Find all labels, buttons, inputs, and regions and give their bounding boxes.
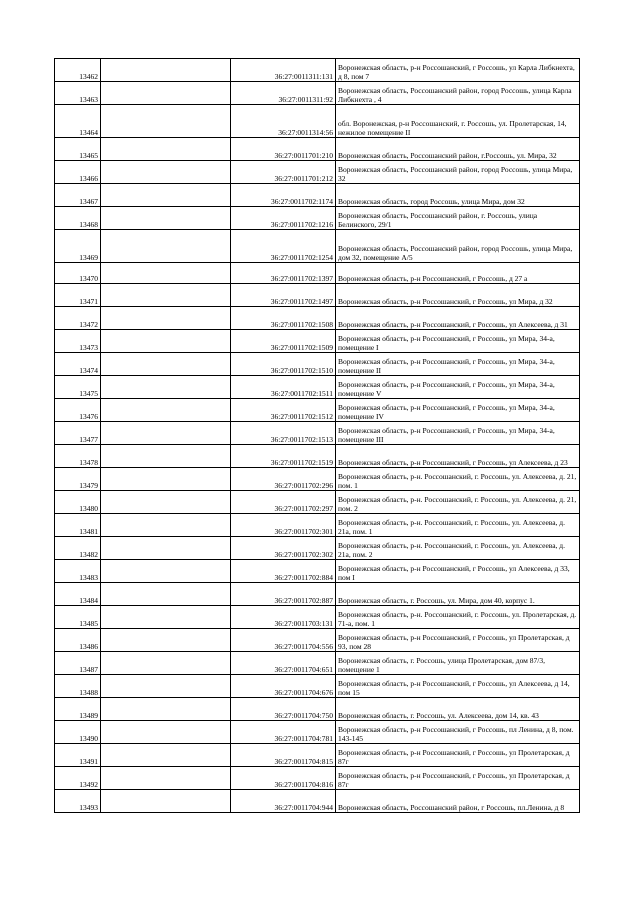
empty-cell: [101, 583, 231, 606]
cadastral-number: 36:27:0011702:301: [231, 514, 336, 537]
cadastral-number: 36:27:0011704:676: [231, 675, 336, 698]
cadastral-number: 36:27:0011702:1519: [231, 445, 336, 468]
row-number: 13480: [55, 491, 101, 514]
table-row: [55, 606, 580, 629]
property-address: Воронежская область, р-н. Россошанский, г. Россошь, ул. Пролетарская, д. 71-а, пом. 1: [336, 606, 580, 629]
empty-cell: [101, 207, 231, 230]
cadastral-number: 36:27:0011702:1512: [231, 399, 336, 422]
property-address: Воронежская область, г. Россошь, улица Пролетарская, дом 87/3, помещение 1: [336, 652, 580, 675]
table-row: [55, 330, 580, 353]
empty-cell: [101, 606, 231, 629]
row-number: 13465: [55, 138, 101, 161]
empty-cell: [101, 284, 231, 307]
table-row: [55, 675, 580, 698]
property-address: Воронежская область, р-н. Россошанский, г. Россошь, ул. Алексеева, д. 21, пом. 2: [336, 491, 580, 514]
row-number: 13484: [55, 583, 101, 606]
row-number: 13466: [55, 161, 101, 184]
cadastral-number: 36:27:0011702:1216: [231, 207, 336, 230]
property-address: Воронежская область, Россошанский район, г Россошь, пл.Ленина, д 8: [336, 790, 580, 813]
row-number: 13482: [55, 537, 101, 560]
table-row: [55, 652, 580, 675]
property-address: Воронежская область, р-н Россошанский, г Россошь, ул Алексеева, д 14, пом 15: [336, 675, 580, 698]
empty-cell: [101, 537, 231, 560]
empty-cell: [101, 263, 231, 284]
row-number: 13489: [55, 698, 101, 721]
property-address: Воронежская область, р-н Россошанский, г Россошь, ул Мира, д 32: [336, 284, 580, 307]
cadastral-number: 36:27:0011702:1510: [231, 353, 336, 376]
table-row: [55, 629, 580, 652]
row-number: 13492: [55, 767, 101, 790]
row-number: 13491: [55, 744, 101, 767]
property-address: Воронежская область, г. Россошь, ул. Алексеева, дом 14, кв. 43: [336, 698, 580, 721]
table-row: [55, 105, 580, 138]
table-row: [55, 307, 580, 330]
cadastral-number: 36:27:0011702:887: [231, 583, 336, 606]
row-number: 13488: [55, 675, 101, 698]
property-address: Воронежская область, р-н Россошанский, г Россошь, ул Алексеева, д 31: [336, 307, 580, 330]
property-address: обл. Воронежская, р-н Россошанский, г. Россошь, ул. Пролетарская, 14, нежилое помещение II: [336, 105, 580, 138]
empty-cell: [101, 399, 231, 422]
property-address: Воронежская область, р-н. Россошанский, г. Россошь, ул. Алексеева, д. 21, пом. 1: [336, 468, 580, 491]
row-number: 13471: [55, 284, 101, 307]
property-address: Воронежская область, Россошанский район, г. Россошь, улица Белинского, 29/1: [336, 207, 580, 230]
property-address: Воронежская область, р-н Россошанский, г Россошь, д 27 а: [336, 263, 580, 284]
table-body: [55, 59, 580, 813]
cadastral-number: 36:27:0011311:92: [231, 82, 336, 105]
table-row: [55, 161, 580, 184]
property-address: Воронежская область, р-н Россошанский, г Россошь, пл Ленина, д 8, пом. 143-145: [336, 721, 580, 744]
row-number: 13487: [55, 652, 101, 675]
empty-cell: [101, 330, 231, 353]
empty-cell: [101, 422, 231, 445]
empty-cell: [101, 161, 231, 184]
table-row: [55, 82, 580, 105]
table-row: [55, 445, 580, 468]
row-number: 13474: [55, 353, 101, 376]
property-address: Воронежская область, р-н Россошанский, г Россошь, ул Пролетарская, д 87г: [336, 744, 580, 767]
row-number: 13483: [55, 560, 101, 583]
cadastral-number: 36:27:0011702:1511: [231, 376, 336, 399]
cadastral-number: 36:27:0011702:884: [231, 560, 336, 583]
row-number: 13464: [55, 105, 101, 138]
cadastral-number: 36:27:0011704:651: [231, 652, 336, 675]
row-number: 13485: [55, 606, 101, 629]
property-address: Воронежская область, р-н Россошанский, г Россошь, ул Мира, 34-а, помещение II: [336, 353, 580, 376]
property-address: Воронежская область, р-н Россошанский, г Россошь, ул Мира, 34-а, помещение V: [336, 376, 580, 399]
table-row: [55, 207, 580, 230]
row-number: 13479: [55, 468, 101, 491]
row-number: 13463: [55, 82, 101, 105]
property-address: Воронежская область, Россошанский район, город Россошь, улица Мира, 32: [336, 161, 580, 184]
row-number: 13469: [55, 230, 101, 263]
cadastral-number: 36:27:0011702:1254: [231, 230, 336, 263]
property-address: Воронежская область, р-н Россошанский, г Россошь, ул Мира, 34-а, помещение IV: [336, 399, 580, 422]
cadastral-number: 36:27:0011702:1397: [231, 263, 336, 284]
table-row: [55, 744, 580, 767]
empty-cell: [101, 184, 231, 207]
empty-cell: [101, 376, 231, 399]
cadastral-number: 36:27:0011704:556: [231, 629, 336, 652]
empty-cell: [101, 353, 231, 376]
cadastral-number: 36:27:0011702:297: [231, 491, 336, 514]
cadastral-number: 36:27:0011314:56: [231, 105, 336, 138]
row-number: 13472: [55, 307, 101, 330]
cadastral-number: 36:27:0011704:750: [231, 698, 336, 721]
empty-cell: [101, 675, 231, 698]
property-address: Воронежская область, р-н Россошанский, г Россошь, ул Мира, 34-а, помещение III: [336, 422, 580, 445]
table-row: [55, 790, 580, 813]
property-address: Воронежская область, р-н Россошанский, г Россошь, ул Алексеева, д 23: [336, 445, 580, 468]
empty-cell: [101, 468, 231, 491]
property-address: Воронежская область, город Россошь, улица Мира, дом 32: [336, 184, 580, 207]
property-registry-table: [54, 58, 580, 813]
empty-cell: [101, 744, 231, 767]
row-number: 13475: [55, 376, 101, 399]
property-address: Воронежская область, г. Россошь, ул. Мира, дом 40, корпус 1.: [336, 583, 580, 606]
cadastral-number: 36:27:0011704:781: [231, 721, 336, 744]
table-row: [55, 468, 580, 491]
property-address: Воронежская область, р-н Россошанский, г Россошь, ул Пролетарская, д 93, пом 28: [336, 629, 580, 652]
cadastral-number: 36:27:0011702:1174: [231, 184, 336, 207]
cadastral-number: 36:27:0011701:210: [231, 138, 336, 161]
empty-cell: [101, 514, 231, 537]
cadastral-number: 36:27:0011702:1508: [231, 307, 336, 330]
empty-cell: [101, 629, 231, 652]
table-row: [55, 59, 580, 82]
table-row: [55, 138, 580, 161]
row-number: 13470: [55, 263, 101, 284]
empty-cell: [101, 767, 231, 790]
cadastral-number: 36:27:0011704:944: [231, 790, 336, 813]
document-page: [54, 58, 579, 813]
empty-cell: [101, 138, 231, 161]
empty-cell: [101, 230, 231, 263]
empty-cell: [101, 445, 231, 468]
cadastral-number: 36:27:0011702:1497: [231, 284, 336, 307]
empty-cell: [101, 105, 231, 138]
table-row: [55, 376, 580, 399]
cadastral-number: 36:27:0011702:1513: [231, 422, 336, 445]
empty-cell: [101, 82, 231, 105]
cadastral-number: 36:27:0011311:131: [231, 59, 336, 82]
property-address: Воронежская область, р-н Россошанский, г Россошь, ул Алексеева, д 33, пом I: [336, 560, 580, 583]
table-row: [55, 537, 580, 560]
table-row: [55, 284, 580, 307]
row-number: 13468: [55, 207, 101, 230]
empty-cell: [101, 560, 231, 583]
empty-cell: [101, 491, 231, 514]
table-row: [55, 399, 580, 422]
table-row: [55, 560, 580, 583]
row-number: 13493: [55, 790, 101, 813]
row-number: 13481: [55, 514, 101, 537]
table-row: [55, 698, 580, 721]
row-number: 13467: [55, 184, 101, 207]
row-number: 13490: [55, 721, 101, 744]
table-row: [55, 230, 580, 263]
row-number: 13476: [55, 399, 101, 422]
cadastral-number: 36:27:0011701:212: [231, 161, 336, 184]
row-number: 13486: [55, 629, 101, 652]
cadastral-number: 36:27:0011703:131: [231, 606, 336, 629]
table-row: [55, 184, 580, 207]
table-row: [55, 721, 580, 744]
property-address: Воронежская область, р-н. Россошанский, г. Россошь, ул. Алексеева, д. 21а, пом. 2: [336, 537, 580, 560]
table-row: [55, 422, 580, 445]
table-row: [55, 583, 580, 606]
empty-cell: [101, 59, 231, 82]
property-address: Воронежская область, Россошанский район, г.Россошь, ул. Мира, 32: [336, 138, 580, 161]
table-row: [55, 353, 580, 376]
cadastral-number: 36:27:0011704:815: [231, 744, 336, 767]
cadastral-number: 36:27:0011704:816: [231, 767, 336, 790]
cadastral-number: 36:27:0011702:1509: [231, 330, 336, 353]
table-row: [55, 491, 580, 514]
row-number: 13462: [55, 59, 101, 82]
empty-cell: [101, 698, 231, 721]
empty-cell: [101, 790, 231, 813]
table-row: [55, 767, 580, 790]
row-number: 13477: [55, 422, 101, 445]
property-address: Воронежская область, р-н Россошанский, г Россошь, ул Пролетарская, д 87г: [336, 767, 580, 790]
property-address: Воронежская область, р-н. Россошанский, г. Россошь, ул. Алексеева, д. 21а, пом. 1: [336, 514, 580, 537]
property-address: Воронежская область, р-н Россошанский, г Россошь, ул Мира, 34-а, помещение I: [336, 330, 580, 353]
row-number: 13473: [55, 330, 101, 353]
property-address: Воронежская область, Россошанский район, город Россошь, улица Мира, дом 32, помещение А/5: [336, 230, 580, 263]
table-row: [55, 514, 580, 537]
row-number: 13478: [55, 445, 101, 468]
empty-cell: [101, 721, 231, 744]
table-row: [55, 263, 580, 284]
property-address: Воронежская область, р-н Россошанский, г Россошь, ул Карла Либкнехта, д 8, пом 7: [336, 59, 580, 82]
cadastral-number: 36:27:0011702:302: [231, 537, 336, 560]
empty-cell: [101, 652, 231, 675]
property-address: Воронежская область, Россошанский район, город Россошь, улица Карла Либкнехта , 4: [336, 82, 580, 105]
empty-cell: [101, 307, 231, 330]
cadastral-number: 36:27:0011702:296: [231, 468, 336, 491]
